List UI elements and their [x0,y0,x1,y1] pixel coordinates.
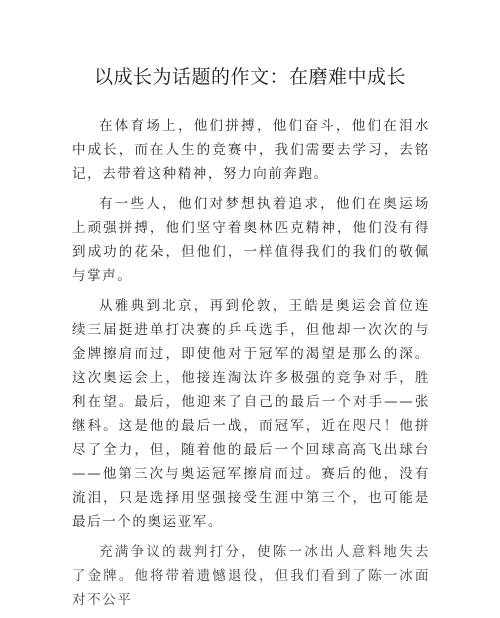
paragraph-2: 有一些人，他们对梦想执着追求，他们在奥运场上顽强拼搏，他们坚守着奥林匹克精神，他们没有得到成功的花朵，但他们，一样值得我们的我们的敬佩与掌声。 [72,196,430,284]
paragraph-4: 充满争议的裁判打分，使陈一冰出人意料地失去了金牌。他将带着遗憾退役，但我们看到了陈一冰面对不公平 [72,544,430,608]
paragraph-1: 在体育场上，他们拼搏，他们奋斗，他们在泪水中成长，而在人生的竞赛中，我们需要去学习，去铭记，去带着这种精神，努力向前奔跑。 [72,118,430,182]
document-body [72,114,430,618]
paragraph-3: 从雅典到北京，再到伦敦，王皓是奥运会首位连续三届挺进单打决赛的乒乓选手，但他却一次次的与金牌擦肩而过，即使他对于冠军的渴望是那么的深。这次奥运会上，他接连淘汰许多极强的竞争对手，胜利在望。最后，他迎来了自己的最后一个对手——张继科。这是他的最后一战，而冠军，近在咫尺！他拼尽了全力，但，随着他的最后一个回球高高飞出球台——他第三次与奥运冠军擦肩而过。赛后的他，没有流泪，只是选择用坚强接受生涯中第三个，也可能是最后一个的奥运亚军。 [72,298,430,530]
document-title: 以成长为话题的作文：在磨难中成长 [93,66,406,88]
